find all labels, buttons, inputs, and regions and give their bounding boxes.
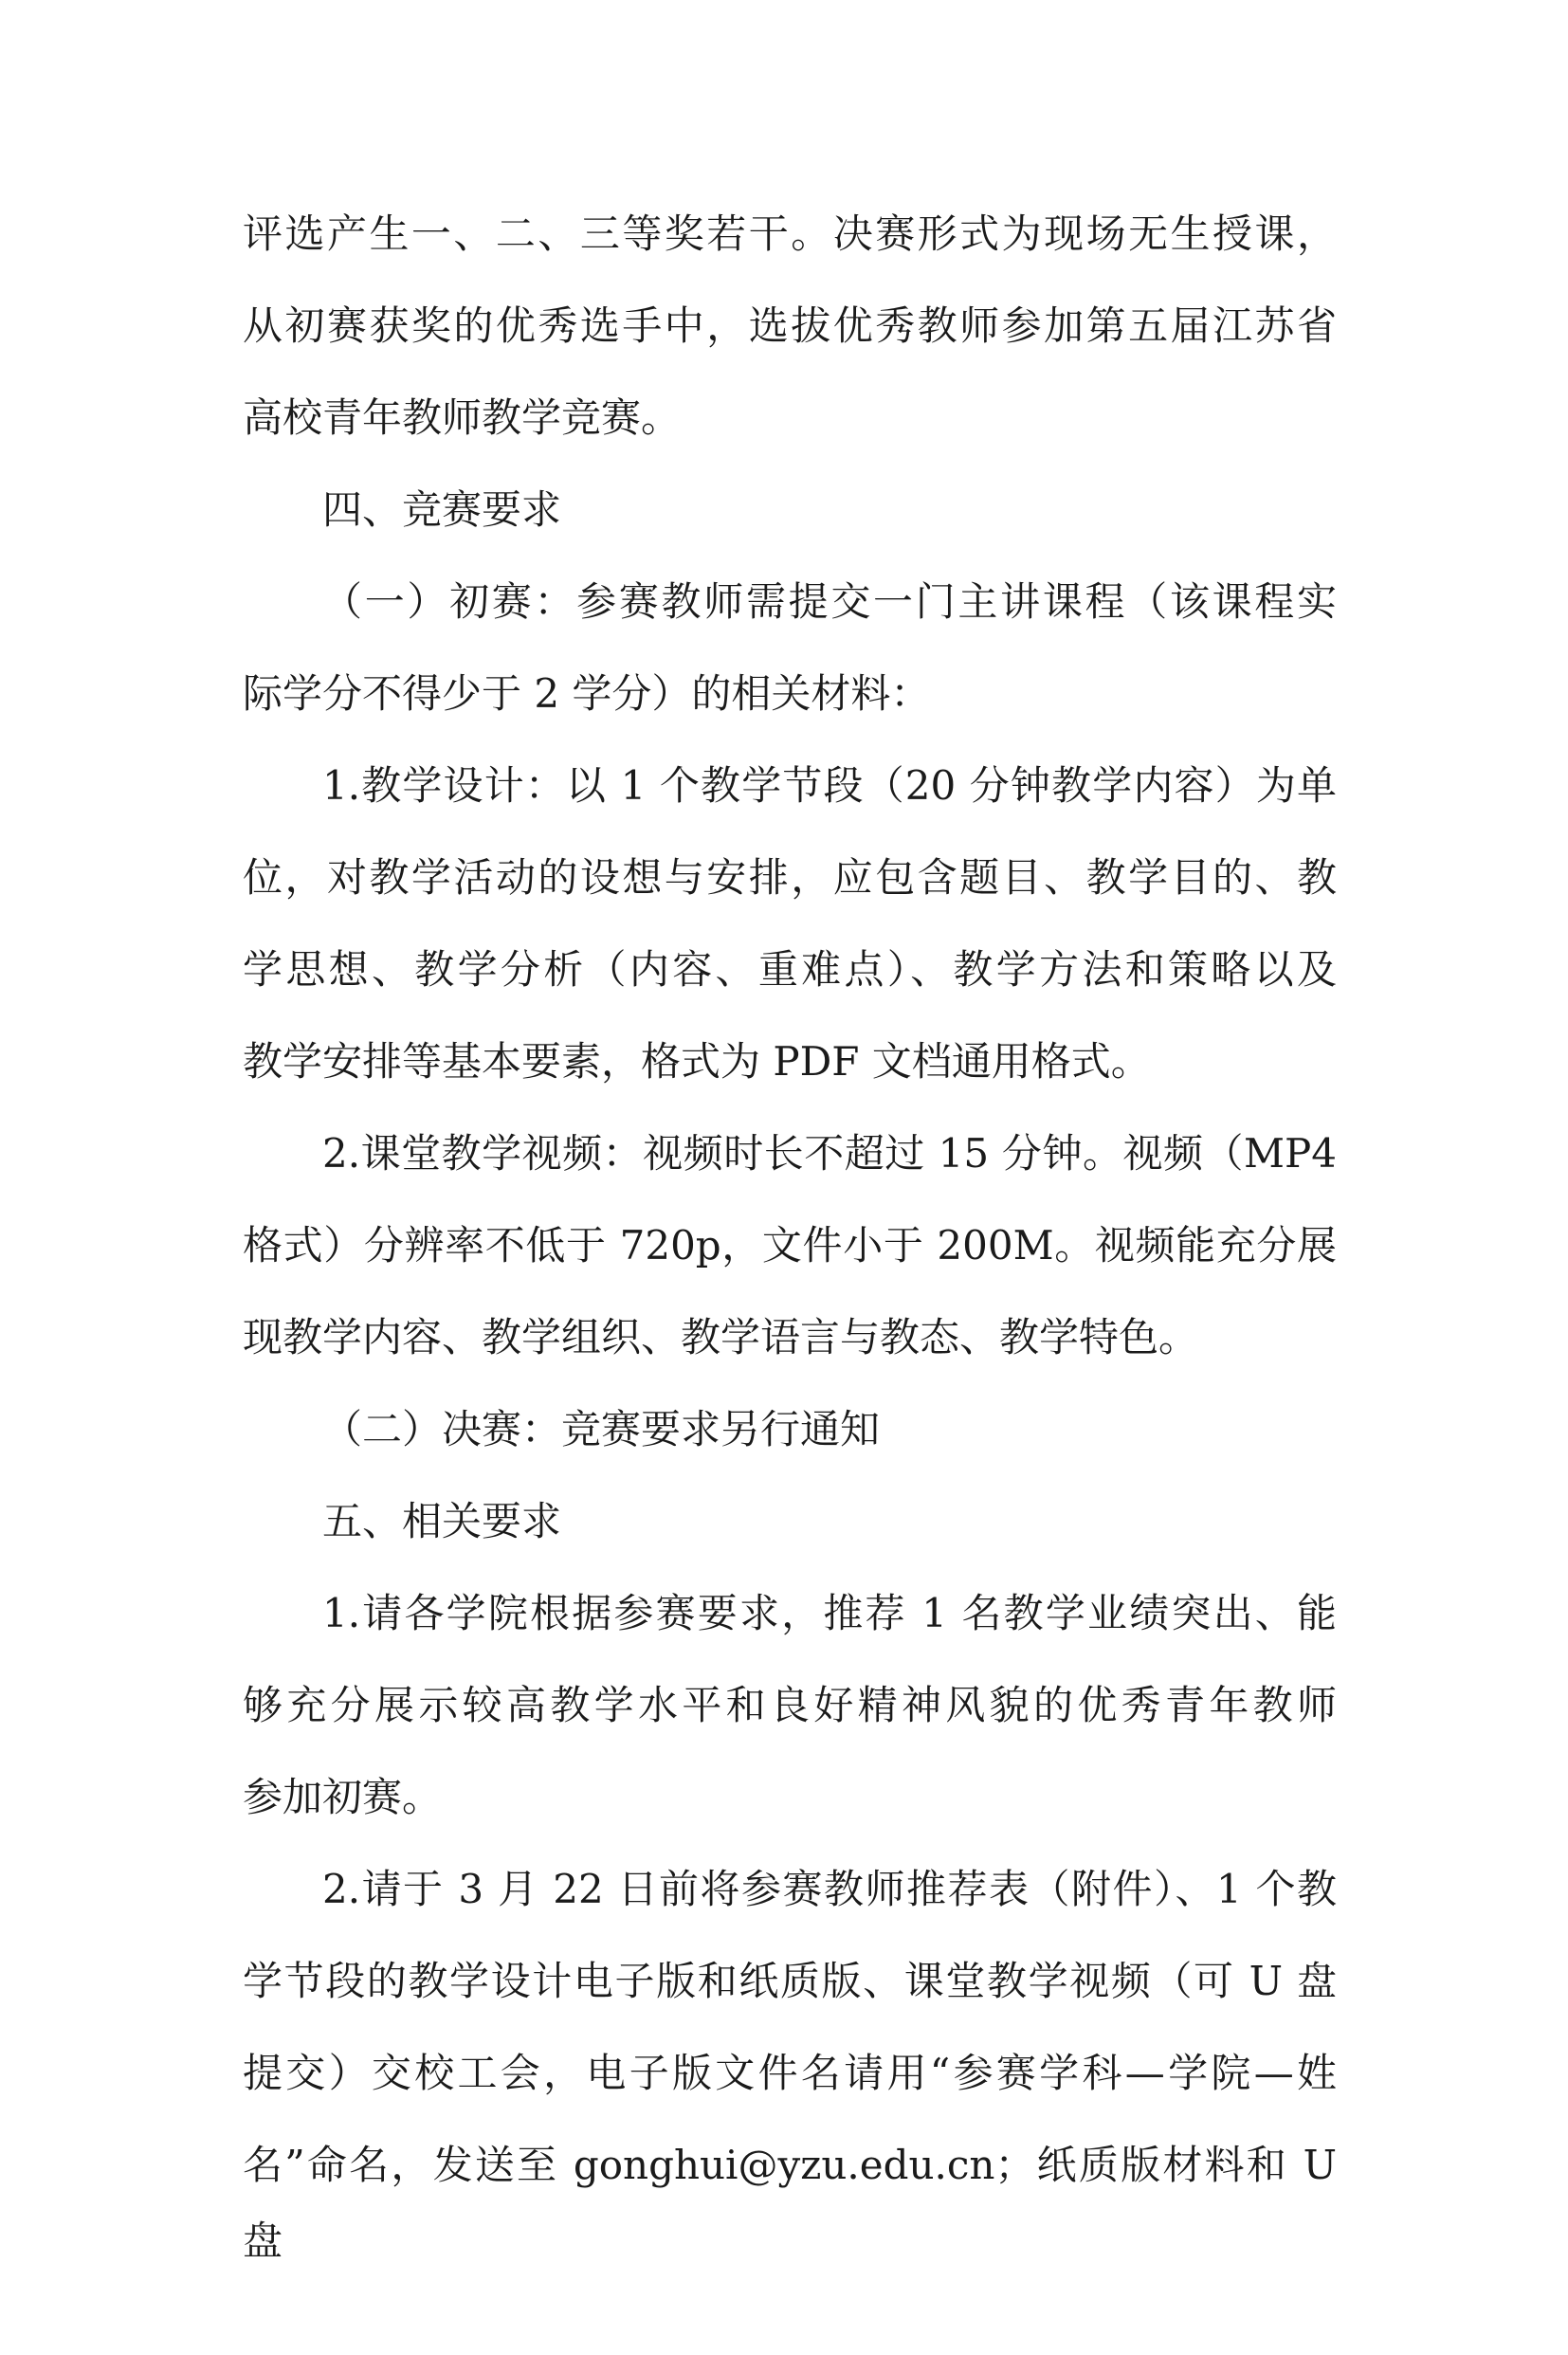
text-line-content: 2.课堂教学视频：视频时长不超过 15 分钟。视频（MP4 xyxy=(322,1130,1337,1177)
text-line-content: 教学安排等基本要素，格式为 PDF 文档通用格式。 xyxy=(243,1038,1151,1085)
text-line-content: 提交）交校工会，电子版文件名请用“参赛学科—学院—姓 xyxy=(243,2050,1337,2096)
text-line-content: 2.请于 3 月 22 日前将参赛教师推荐表（附件）、1 个教 xyxy=(322,1866,1337,1912)
text-line-content: 现教学内容、教学组织、教学语言与教态、教学特色。 xyxy=(243,1314,1199,1360)
text-line-content: 高校青年教师教学竞赛。 xyxy=(243,394,682,441)
text-line xyxy=(0,196,1568,272)
text-line xyxy=(0,2127,1568,2264)
text-line-content: 格式）分辨率不低于 720p，文件小于 200M。视频能充分展 xyxy=(243,1222,1337,1269)
text-line-content: （二）决赛：竞赛要求另行通知 xyxy=(322,1406,881,1452)
section-heading xyxy=(0,472,1568,548)
text-line-content: 名”命名，发送至 gonghui@yzu.edu.cn；纸质版材料和 U 盘 xyxy=(243,2142,1337,2264)
text-line xyxy=(0,288,1568,364)
text-line xyxy=(0,1208,1568,1284)
text-line xyxy=(0,1668,1568,1743)
text-line-content: 评选产生一、二、三等奖若干。决赛形式为现场无生授课， xyxy=(243,210,1337,257)
text-line xyxy=(0,1116,1568,1192)
text-line xyxy=(0,1300,1568,1376)
text-line-content: 从初赛获奖的优秀选手中，选拔优秀教师参加第五届江苏省 xyxy=(243,302,1337,349)
text-line xyxy=(0,1024,1568,1100)
text-line xyxy=(0,2036,1568,2111)
section-heading-text: 五、相关要求 xyxy=(322,1498,562,1544)
text-line xyxy=(0,1944,1568,2019)
text-line xyxy=(0,1760,1568,1835)
text-line-content: 学节段的教学设计电子版和纸质版、课堂教学视频（可 U 盘 xyxy=(243,1958,1337,2004)
text-line-content: 1.请各学院根据参赛要求，推荐 1 名教学业绩突出、能 xyxy=(322,1590,1337,1636)
section-heading xyxy=(0,1484,1568,1560)
text-line-content: 1.教学设计：以 1 个教学节段（20 分钟教学内容）为单 xyxy=(322,762,1337,809)
section-heading-text: 四、竞赛要求 xyxy=(322,486,562,533)
text-line xyxy=(0,1852,1568,1927)
text-line xyxy=(0,840,1568,916)
text-line xyxy=(0,564,1568,640)
text-line-content: 参加初赛。 xyxy=(243,1774,443,1820)
text-line-content: （一）初赛：参赛教师需提交一门主讲课程（该课程实 xyxy=(322,578,1337,625)
text-line-content: 位，对教学活动的设想与安排，应包含题目、教学目的、教 xyxy=(243,854,1337,901)
text-line-content: 学思想、教学分析（内容、重难点）、教学方法和策略以及 xyxy=(243,946,1337,993)
text-line xyxy=(0,1392,1568,1468)
text-line-content: 际学分不得少于 2 学分）的相关材料： xyxy=(243,670,931,717)
text-line xyxy=(0,748,1568,824)
text-line xyxy=(0,656,1568,732)
text-line xyxy=(0,380,1568,456)
text-line xyxy=(0,1576,1568,1652)
text-line xyxy=(0,932,1568,1008)
text-line-content: 够充分展示较高教学水平和良好精神风貌的优秀青年教师 xyxy=(243,1682,1337,1728)
